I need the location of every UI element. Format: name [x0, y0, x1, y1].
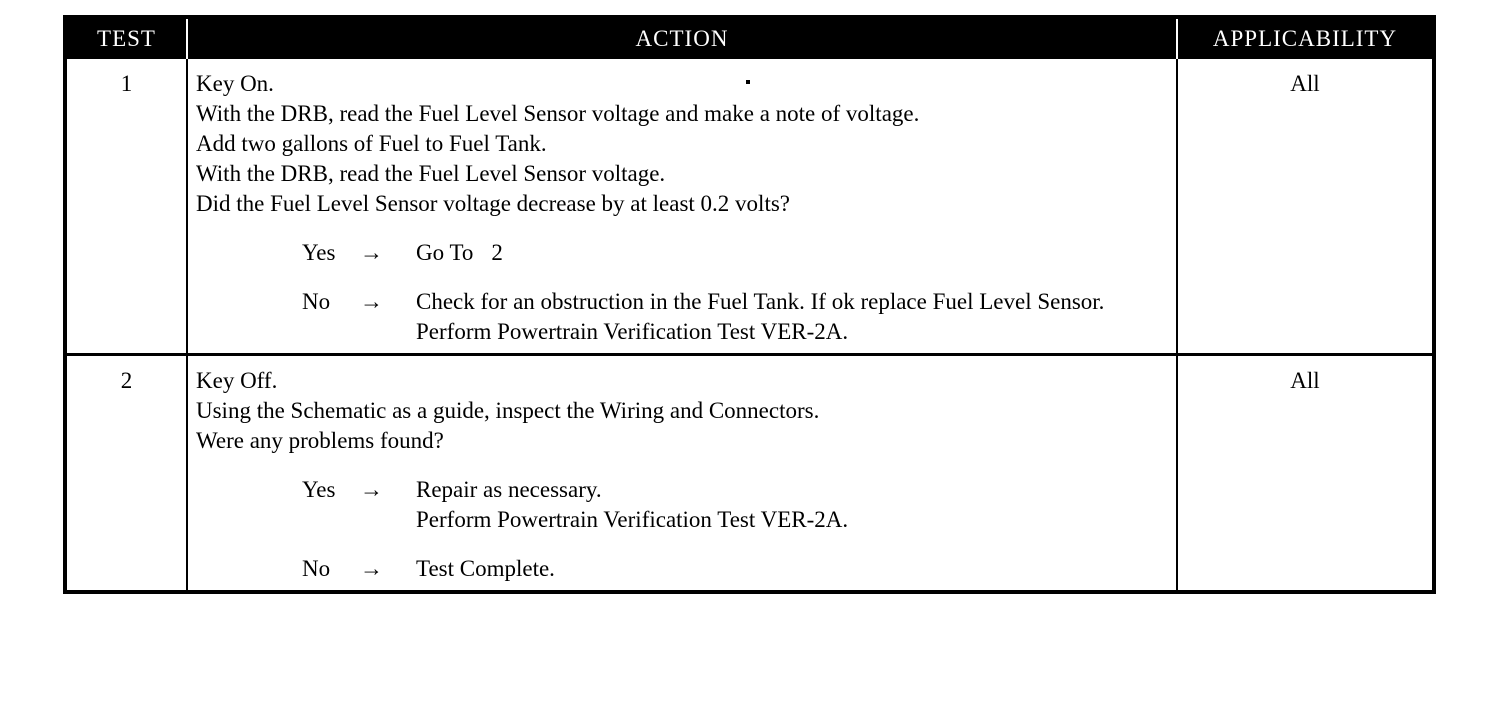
yes-outcome: [416, 475, 1170, 535]
no-label: No: [302, 289, 331, 314]
action-cell: [187, 59, 1177, 355]
action-question: Did the Fuel Level Sensor voltage decrease by at least 0.2 volts?: [196, 191, 790, 216]
goto-text: Go To: [416, 240, 474, 265]
outcome-line: Perform Powertrain Verification Test VER-2A.: [416, 507, 849, 532]
diagnostic-test-table: [63, 15, 1436, 594]
action-step: Key On.: [196, 71, 274, 96]
right-arrow-icon: →: [360, 556, 383, 581]
column-header-action: ACTION: [187, 17, 1177, 59]
applicability-value: All: [1177, 355, 1434, 593]
right-arrow-icon: →: [360, 477, 383, 502]
column-header-test: TEST: [65, 17, 187, 59]
test-number: 2: [65, 355, 187, 593]
table-row: [65, 59, 1434, 355]
right-arrow-icon: →: [360, 240, 383, 265]
action-step: Key Off.: [196, 368, 278, 393]
applicability-value: All: [1177, 59, 1434, 355]
yes-label: Yes: [302, 240, 336, 265]
action-step: Using the Schematic as a guide, inspect the Wiring and Connectors.: [196, 398, 820, 423]
action-step: With the DRB, read the Fuel Level Sensor voltage.: [196, 161, 666, 186]
action-question: Were any problems found?: [196, 428, 444, 453]
action-cell: [187, 355, 1177, 593]
test-number: 1: [120, 71, 133, 96]
outcome-line: Test Complete.: [416, 556, 555, 581]
outcome-line: Check for an obstruction in the Fuel Tank. If ok replace Fuel Level Sensor.: [416, 289, 1105, 314]
table-header: [65, 17, 1434, 59]
yes-outcome: [416, 238, 1170, 268]
table-row: [65, 355, 1434, 593]
outcome-line: Repair as necessary.: [416, 477, 602, 502]
no-branch: [196, 287, 1170, 347]
no-outcome: [416, 287, 1170, 347]
action-step: With the DRB, read the Fuel Level Sensor voltage and make a note of voltage.: [196, 101, 920, 126]
yes-branch: [196, 475, 1170, 535]
action-step: Add two gallons of Fuel to Fuel Tank.: [196, 131, 547, 156]
right-arrow-icon: →: [360, 289, 383, 314]
goto-test-number: 2: [491, 240, 503, 265]
no-label: No: [302, 556, 331, 581]
outcome-line: Perform Powertrain Verification Test VER-2A.: [416, 319, 849, 344]
yes-branch: [196, 238, 1170, 268]
no-outcome: [416, 554, 1170, 584]
yes-label: Yes: [302, 477, 336, 502]
no-branch: [196, 554, 1170, 584]
column-header-applicability: APPLICABILITY: [1177, 17, 1434, 59]
